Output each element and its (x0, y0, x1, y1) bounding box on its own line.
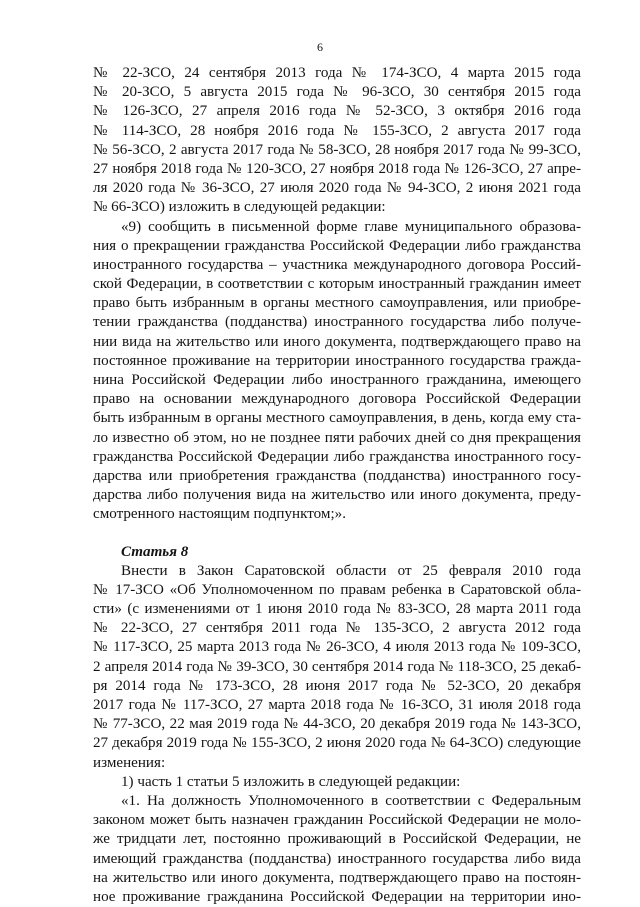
text-line: ния о прекращении гражданства Российской Федерации либо гражданства (93, 237, 581, 254)
text-line: № 117-ЗСО, 25 марта 2013 года № 26-ЗСО, 4 июля 2013 года № 109-ЗСО, (93, 639, 581, 656)
text-line: ло известно об этом, но не позднее пяти рабочих дней со дня прекращения (93, 429, 581, 446)
text-line: нина Российской Федерации либо иностранного гражданина, имеющего (93, 372, 581, 388)
text-line: смотренного настоящим подпунктом;». (93, 506, 346, 523)
text-line: иностранного государства – участника международного договора Россий- (93, 256, 581, 273)
text-line: изменения: (93, 754, 166, 771)
paragraph-amendment-references (93, 64, 581, 218)
text-line: № 114-ЗСО, 28 ноября 2016 года № 155-ЗСО, 2 августа 2017 года (93, 122, 581, 139)
text-line: ное проживание гражданина Российской Федерации на территории ино- (93, 888, 581, 905)
text-line: законом может быть назначен гражданин Российской Федерации не моло- (93, 812, 581, 829)
text-line: № 56-ЗСО, 2 августа 2017 года № 58-ЗСО, 28 ноября 2017 года № 99-ЗСО, (93, 141, 581, 158)
text-line: быть избранным в органы местного самоуправления, в день, когда ему ста- (93, 410, 581, 427)
text-line: 27 ноября 2018 года № 120-ЗСО, 27 ноября 2018 года № 126-ЗСО, 27 апре- (93, 160, 581, 177)
text-line: имеющий гражданства (подданства) иностранного государства либо вида (93, 850, 581, 867)
text-line: № 66-ЗСО) изложить в следующей редакции: (93, 199, 386, 216)
article-heading: Статья 8 (121, 543, 189, 560)
text-line: постоянное проживание на территории иностранного государства гражда- (93, 352, 581, 369)
text-line: № 17-ЗСО «Об Уполномоченном по правам ребенка в Саратовской обла- (93, 581, 581, 598)
text-line: ря 2014 года № 173-ЗСО, 28 июня 2017 года № 52-ЗСО, 20 декабря (93, 677, 581, 694)
text-line: гражданства Российской Федерации либо гражданства иностранного госу- (93, 448, 581, 465)
text-line: дарства или приобретения гражданства (подданства) иностранного госу- (93, 467, 581, 484)
text-line: дарства либо получения вида на жительство или иного документа, преду- (93, 487, 581, 504)
paragraph-article-8-intro (93, 562, 581, 773)
text-line: «9) сообщить в письменной форме главе муниципального образова- (121, 218, 581, 235)
page-number: 6 (317, 40, 323, 54)
text-line: сти» (с изменениями от 1 июня 2010 года № 83-ЗСО, 28 марта 2011 года (93, 601, 581, 618)
text-line: же тридцати лет, постоянно проживающий в Российской Федерации, не (93, 831, 581, 848)
text-line: ля 2020 года № 36-ЗСО, 27 июля 2020 года № 94-ЗСО, 2 июня 2021 года (93, 180, 581, 197)
text-line: № 77-ЗСО, 22 мая 2019 года № 44-ЗСО, 20 декабря 2019 года № 143-ЗСО, (93, 716, 581, 733)
paragraph-part-1-text (93, 792, 581, 907)
text-line: «1. На должность Уполномоченного в соответствии с Федеральным (121, 792, 581, 809)
text-line: ской Федерации, в соответствии с которым иностранный гражданин имеет (93, 276, 581, 293)
text-line: право на основании международного договора Российской Федерации (93, 391, 581, 408)
text-line: № 22-ЗСО, 24 сентября 2013 года № 174-ЗСО, 4 марта 2015 года (93, 65, 581, 81)
text-line: 2017 года № 117-ЗСО, 27 марта 2018 года № 16-ЗСО, 31 июля 2018 года (93, 697, 581, 713)
text-line: право быть избранным в органы местного самоуправления, или приобре- (93, 295, 581, 312)
paragraph-item-9 (93, 218, 581, 525)
paragraph-gap (93, 525, 581, 543)
text-line: тении гражданства (подданства) иностранного государства либо получе- (93, 314, 581, 331)
text-line: Внести в Закон Саратовской области от 25 февраля 2010 года (121, 562, 581, 579)
text-line: № 20-ЗСО, 5 августа 2015 года № 96-ЗСО, 30 сентября 2015 года (93, 84, 581, 101)
document-body (93, 64, 581, 907)
text-line: 1) часть 1 статьи 5 изложить в следующей редакции: (121, 773, 461, 790)
paragraph-point-1 (93, 773, 581, 792)
text-line: 2 апреля 2014 года № 39-ЗСО, 30 сентября 2014 года № 118-ЗСО, 25 декаб- (93, 658, 581, 675)
text-line: 27 декабря 2019 года № 155-ЗСО, 2 июня 2020 года № 64-ЗСО) следующие (93, 735, 581, 752)
text-line: нии вида на жительство или иного документа, подтверждающего право на (93, 333, 581, 350)
text-line: № 126-ЗСО, 27 апреля 2016 года № 52-ЗСО, 3 октября 2016 года (93, 103, 581, 120)
text-line: на жительство или иного документа, подтверждающего право на постоян- (93, 869, 581, 886)
text-line: № 22-ЗСО, 27 сентября 2011 года № 135-ЗСО, 2 августа 2012 года (93, 620, 581, 637)
